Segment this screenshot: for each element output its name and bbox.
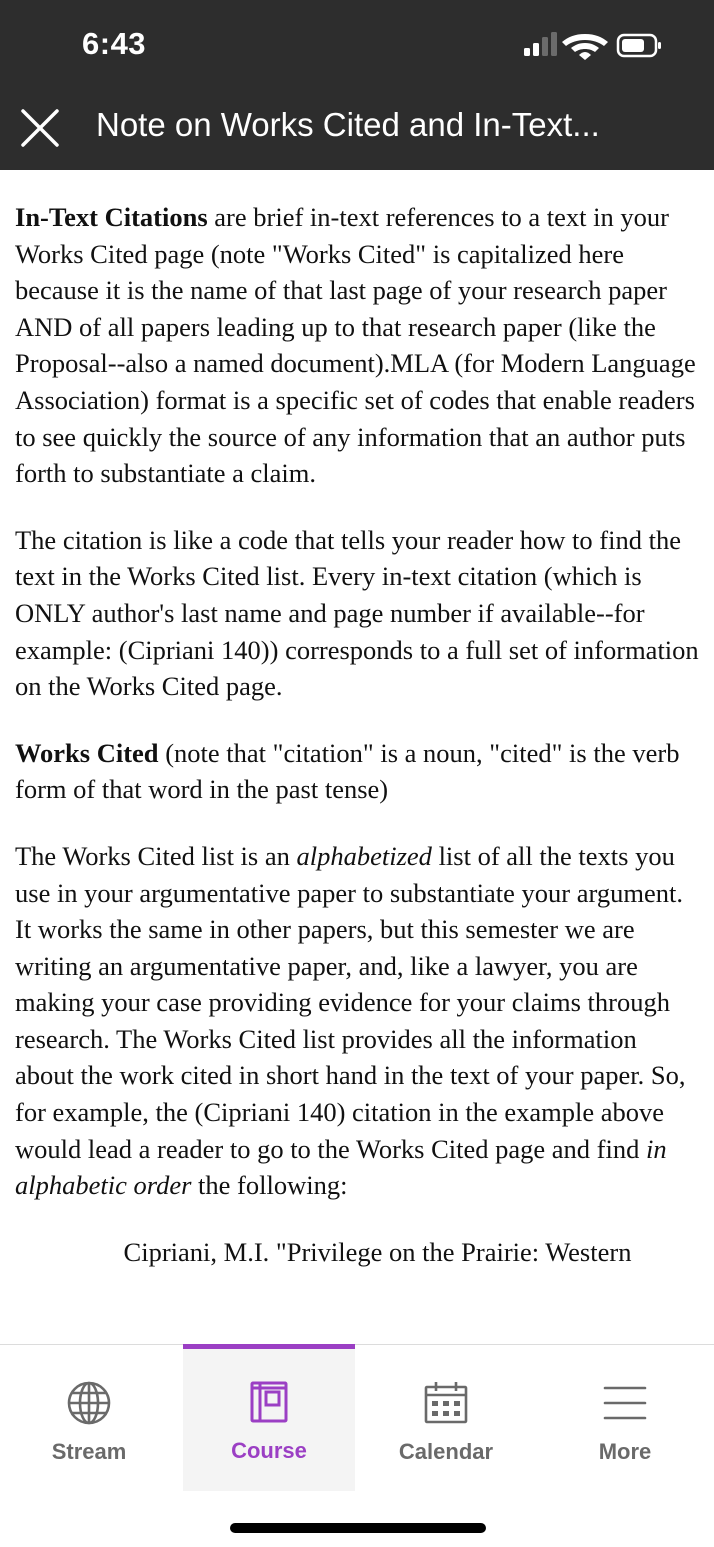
paragraph-text: (note that "citation" is a noun, "cited" is the verb form of that word in the past tense) xyxy=(15,737,680,805)
paragraph-works-cited-definition xyxy=(15,735,700,808)
document-content[interactable] xyxy=(15,199,700,1345)
hamburger-menu-icon xyxy=(602,1383,648,1423)
status-time: 6:43 xyxy=(82,26,147,61)
globe-icon xyxy=(66,1380,112,1426)
emphasis-alphabetic-order: in alphabetic order xyxy=(15,1133,667,1201)
home-indicator[interactable] xyxy=(230,1523,486,1533)
paragraph-text: the following: xyxy=(191,1170,348,1201)
signal-icon xyxy=(524,32,557,56)
emphasis-alphabetized: alphabetized xyxy=(296,840,432,871)
bottom-tab-bar xyxy=(0,1344,714,1547)
calendar-icon xyxy=(423,1380,469,1426)
paragraph-in-text-citations xyxy=(15,199,700,492)
term-in-text-citations: In-Text Citations xyxy=(15,202,208,232)
tab-calendar[interactable] xyxy=(360,1345,532,1487)
top-bar xyxy=(0,0,714,170)
term-works-cited: Works Cited xyxy=(15,737,159,768)
course-book-icon xyxy=(249,1379,289,1425)
tab-label: Stream xyxy=(51,1439,127,1464)
tab-label: Calendar xyxy=(398,1439,494,1464)
close-button[interactable] xyxy=(18,106,62,150)
paragraph-text: The Works Cited list is an xyxy=(15,840,297,871)
paragraph-works-cited-list xyxy=(15,838,700,1204)
tab-course[interactable] xyxy=(183,1344,355,1491)
wifi-icon xyxy=(562,34,608,60)
paragraph-citation-code: The citation is like a code that tells your reader how to find the text in the Works Cited list. Every in-text citation (which is ONLY author's last name and page number if available--for example: (Cipriani 140)) corresponds to a full set of information on the Works Cited page. xyxy=(15,524,699,702)
paragraph-text: list of all the texts you use in your argumentative paper to substantiate your argument. It works the same in other papers, but this semester we are writing an argumentative paper, and, like a lawyer, you are making your case providing evidence for your claims through research. The Works Cited list provides all the information about the work cited in short hand in the text of your paper. So, for example, the (Cipriani 140) citation in the example above would lead a reader to go to the Works Cited page and find xyxy=(15,840,686,1164)
tab-more[interactable] xyxy=(539,1345,711,1487)
citation-example: Cipriani, M.I. "Privilege on the Prairie: Western xyxy=(123,1236,632,1267)
close-icon xyxy=(20,108,60,148)
tab-stream[interactable] xyxy=(3,1345,175,1487)
tab-label: Course xyxy=(231,1438,307,1463)
status-icons xyxy=(518,30,664,60)
battery-icon xyxy=(618,35,661,56)
page-title: Note on Works Cited and In-Text... xyxy=(96,106,600,143)
tab-label: More xyxy=(598,1439,652,1464)
paragraph-text: are brief in-text references to a text in your Works Cited page (note "Works Cited" is capitalized here because it is the name of that last page of your research paper AND of all papers leading up to that research paper (like the Proposal--also a named document).MLA (for Modern Language Association) format is a specific set of codes that enable readers to see quickly the source of any information that an author puts forth to substantiate a claim. xyxy=(15,202,696,489)
